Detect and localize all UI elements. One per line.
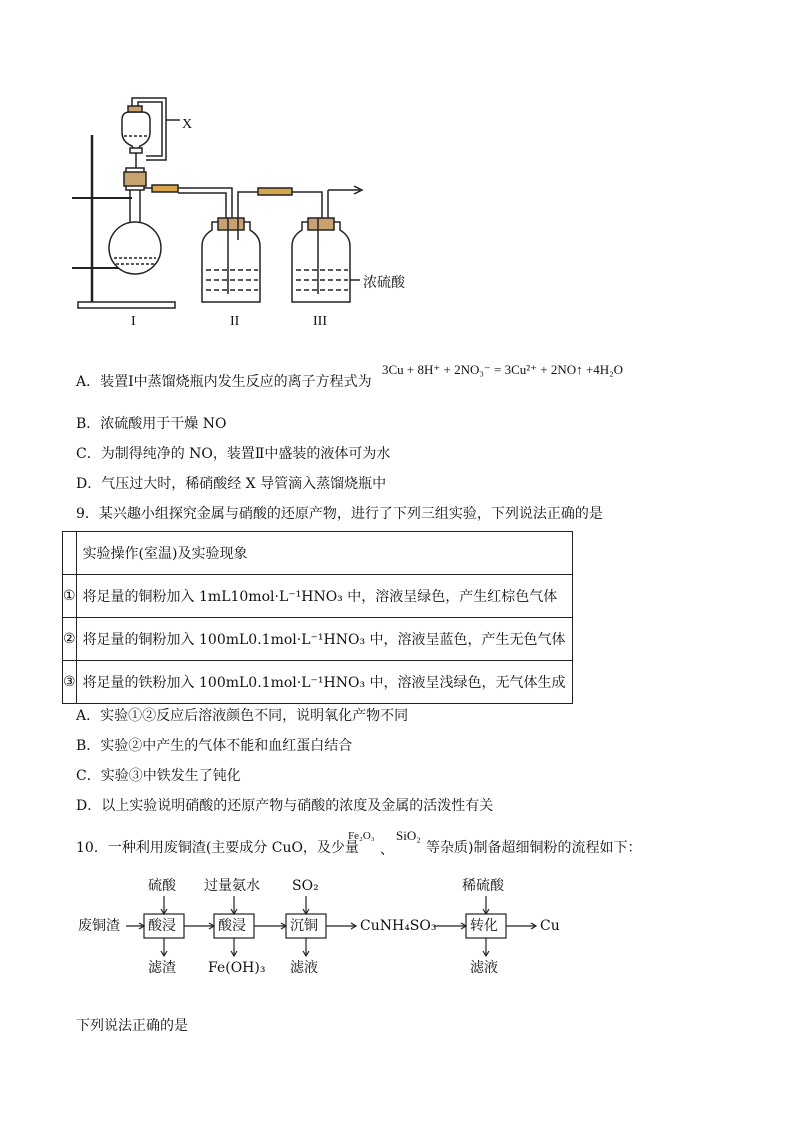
flow-box4-bottom: 滤液 <box>470 960 498 976</box>
q8-option-c: C．为制得纯净的 NO，装置Ⅱ中盛装的液体可为水 <box>76 446 391 462</box>
table-header-row <box>63 532 573 575</box>
flow-box1-top: 硫酸 <box>148 878 176 894</box>
q8-option-d: D．气压过大时，稀硝酸经 X 导管滴入蒸馏烧瓶中 <box>76 476 387 492</box>
table-row <box>63 618 573 661</box>
table-row <box>63 661 573 704</box>
q8-option-b: B．浓硫酸用于干燥 NO <box>76 416 227 432</box>
experiment-table <box>62 531 573 704</box>
label-device-2: II <box>230 314 240 329</box>
q10-fe2o3: Fe₂O₃ <box>348 830 375 842</box>
table-row <box>63 575 573 618</box>
q10-separator: 、 <box>380 842 394 858</box>
q8-option-a-equation: 3Cu + 8H⁺ + 2NO₃⁻ = 3Cu²⁺ + 2NO↑ +4H₂O <box>382 362 624 377</box>
apparatus-diagram <box>60 90 420 340</box>
q10-closing: 下列说法正确的是 <box>76 1018 188 1034</box>
flow-end: Cu <box>540 918 560 934</box>
q9-option-a: A．实验①②反应后溶液颜色不同，说明氧化产物不同 <box>76 708 409 724</box>
flow-box3-top: SO₂ <box>292 878 319 894</box>
flow-start: 废铜渣 <box>78 918 120 934</box>
flow-box2-top: 过量氨水 <box>204 878 260 894</box>
flow-box4-top: 稀硫酸 <box>462 878 504 894</box>
flow-box1: 酸浸 <box>148 918 176 934</box>
flow-box1-bottom: 滤渣 <box>148 960 176 976</box>
table-header-empty <box>63 532 77 575</box>
row-number: ② <box>63 618 77 661</box>
q9-option-b: B．实验②中产生的气体不能和血红蛋白结合 <box>76 738 353 754</box>
row-text: 将足量的铜粉加入 1mL10mol·L⁻¹HNO₃ 中，溶液呈绿色，产生红棕色气体 <box>76 575 572 618</box>
flow-mid: CuNH₄SO₃ <box>360 918 437 934</box>
q8-option-a: A．装置Ⅰ中蒸馏烧瓶内发生反应的离子方程式为 <box>76 374 372 390</box>
q10-stem-part1: 10．一种利用废铜渣(主要成分 CuO，及少量 <box>76 840 359 856</box>
row-text: 将足量的铁粉加入 100mL0.1mol·L⁻¹HNO₃ 中，溶液呈浅绿色，无气体生成 <box>76 661 572 704</box>
q9-option-d: D．以上实验说明硝酸的还原产物与硝酸的浓度及金属的活泼性有关 <box>76 798 494 814</box>
label-device-1: I <box>131 314 136 329</box>
flow-box3: 沉铜 <box>290 918 318 934</box>
label-conc-sulfuric-acid: 浓硫酸 <box>363 276 405 291</box>
row-number: ① <box>63 575 77 618</box>
row-number: ③ <box>63 661 77 704</box>
flow-box3-bottom: 滤液 <box>290 960 318 976</box>
q10-stem-part2: 等杂质)制备超细铜粉的流程如下： <box>426 840 642 856</box>
flow-box4: 转化 <box>470 918 498 934</box>
q9-option-c: C．实验③中铁发生了钝化 <box>76 768 241 784</box>
label-device-3: III <box>313 314 327 329</box>
q9-stem: 9．某兴趣小组探究金属与硝酸的还原产物，进行了下列三组实验，下列说法正确的是 <box>76 506 603 522</box>
flow-box2: 酸浸 <box>218 918 246 934</box>
table-header: 实验操作(室温)及实验现象 <box>76 532 572 575</box>
flow-box2-bottom: Fe(OH)₃ <box>208 960 266 976</box>
row-text: 将足量的铜粉加入 100mL0.1mol·L⁻¹HNO₃ 中，溶液呈蓝色，产生无色气体 <box>76 618 572 661</box>
q10-sio2: SiO₂ <box>396 828 421 843</box>
label-x: X <box>182 117 193 132</box>
